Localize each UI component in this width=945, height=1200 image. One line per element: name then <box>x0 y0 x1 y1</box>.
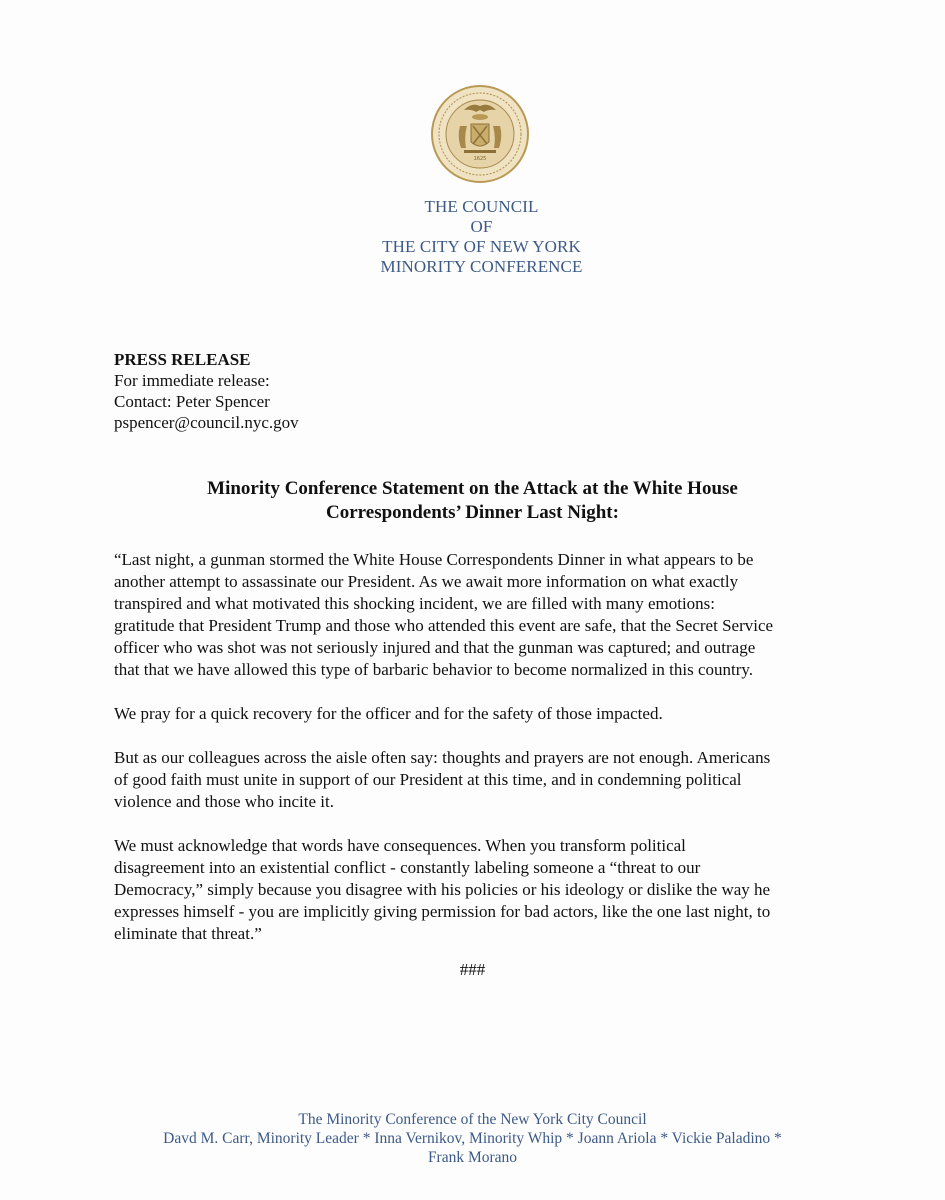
headline-line-1: Minority Conference Statement on the Attack at the White House <box>207 478 738 499</box>
paragraph-line: transpired and what motivated this shocking incident, we are filled with many emotions: <box>114 594 716 613</box>
release-contact-email: pspencer@council.nyc.gov <box>114 413 299 432</box>
paragraph-4 <box>114 835 844 945</box>
paragraph-line: eliminate that threat.” <box>114 924 262 943</box>
letterhead-city: THE CITY OF NEW YORK <box>382 237 581 256</box>
paragraph-line: Democracy,” simply because you disagree with his policies or his ideology or dislike the way he <box>114 880 771 899</box>
seal-year: 1625 <box>473 156 487 162</box>
paragraph-line: another attempt to assassinate our President. As we await more information on what exactly <box>114 572 739 591</box>
letterhead-conference: MINORITY CONFERENCE <box>380 257 583 276</box>
paragraph-line: that that we have allowed this type of barbaric behavior to become normalized in this country. <box>114 660 754 679</box>
paragraph-line: violence and those who incite it. <box>114 792 334 811</box>
release-timing: For immediate release: <box>114 371 270 390</box>
city-seal-emblem <box>430 84 530 184</box>
footer-organization: The Minority Conference of the New York City Council <box>298 1111 647 1128</box>
paragraph-3 <box>114 747 844 813</box>
footer-members: Davd M. Carr, Minority Leader * Inna Vernikov, Minority Whip * Joann Ariola * Vickie Paladino * <box>163 1130 782 1147</box>
statement-headline <box>0 477 945 525</box>
paragraph-line: But as our colleagues across the aisle often say: thoughts and prayers are not enough. Americans <box>114 748 771 767</box>
release-contact-block <box>114 349 299 433</box>
end-mark: ### <box>459 960 486 979</box>
paragraph-line: expresses himself - you are implicitly giving permission for bad actors, like the one last night, to <box>114 902 771 921</box>
paragraph-line: officer who was shot was not seriously injured and that the gunman was captured; and outrage <box>114 638 756 657</box>
footer-members-cont: Frank Morano <box>427 1149 518 1166</box>
paragraph-line: We must acknowledge that words have consequences. When you transform political <box>114 836 686 855</box>
headline-line-2: Correspondents’ Dinner Last Night: <box>326 502 619 523</box>
paragraph-1 <box>114 549 844 681</box>
press-release-label: PRESS RELEASE <box>114 350 251 369</box>
paragraph-line: gratitude that President Trump and those who attended this event are safe, that the Secret Service <box>114 616 774 635</box>
paragraph-line: of good faith must unite in support of our President at this time, and in condemning political <box>114 770 742 789</box>
letterhead <box>0 197 945 277</box>
letterhead-of: OF <box>470 217 493 236</box>
paragraph-line: disagreement into an existential conflict - constantly labeling someone a “threat to our <box>114 858 701 877</box>
paragraph-line: We pray for a quick recovery for the officer and for the safety of those impacted. <box>114 704 663 723</box>
release-contact-name: Contact: Peter Spencer <box>114 392 270 411</box>
letterhead-council: THE COUNCIL <box>424 197 539 216</box>
statement-body <box>114 549 844 945</box>
paragraph-2 <box>114 703 844 725</box>
footer <box>0 1110 945 1167</box>
paragraph-line: “Last night, a gunman stormed the White House Correspondents Dinner in what appears to be <box>114 550 754 569</box>
